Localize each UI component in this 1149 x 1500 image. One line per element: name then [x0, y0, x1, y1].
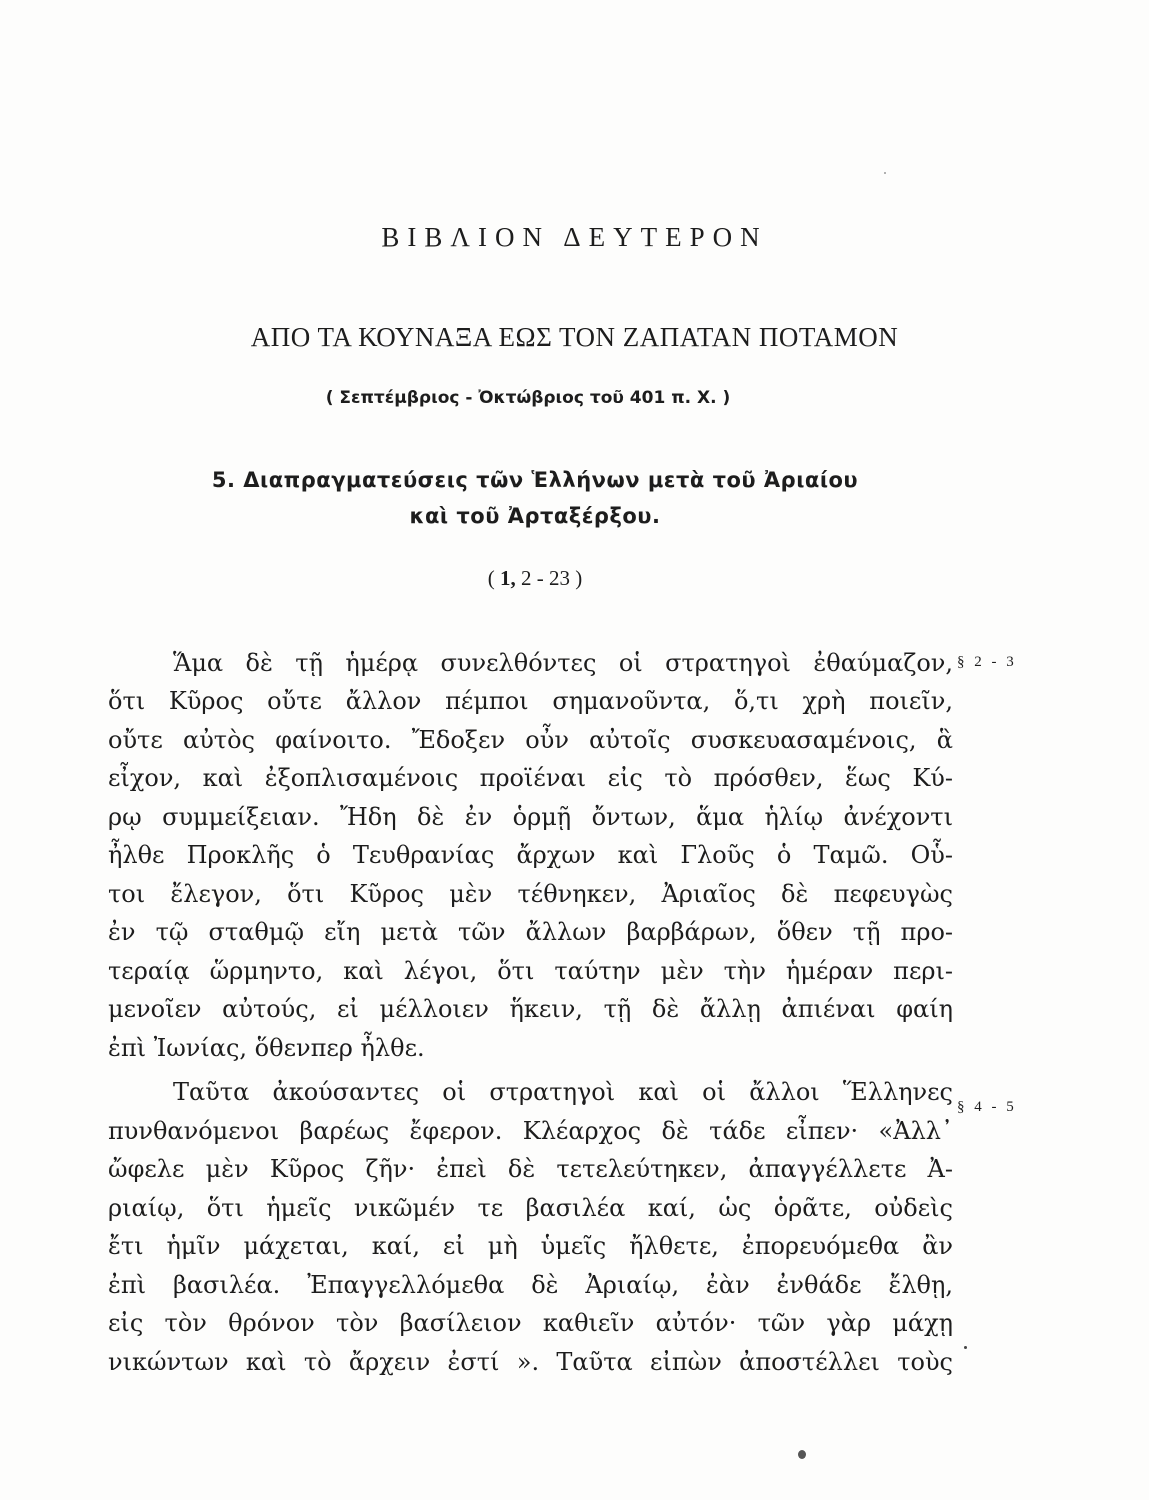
- text-line: Ταῦτα ἀκούσαντες οἱ στρατηγοὶ καὶ οἱ ἄλλοι Ἕλληνες: [173, 1078, 953, 1106]
- text-line: ριαίῳ, ὅτι ἡμεῖς νικῶμέν τε βασιλέα καί, ὡς ὁρᾶτε, οὐδεὶς: [108, 1194, 953, 1222]
- text-line: εἰς τὸν θρόνον τὸν βασίλειον καθιεῖν αὐτόν· τῶν γὰρ μάχῃ: [108, 1309, 953, 1337]
- chapter-ref-open: (: [487, 566, 500, 590]
- text-line: νικώντων καὶ τὸ ἄρχειν ἐστί ». Ταῦτα εἰπὼν ἀποστέλλει τοὺς: [108, 1348, 953, 1376]
- section-heading-line-2: καὶ τοῦ Ἀρταξέρξου.: [409, 504, 661, 528]
- text-line: ἐπὶ βασιλέα. Ἐπαγγελλόμεθα δὲ Ἀριαίῳ, ἐὰν ἐνθάδε ἔλθῃ,: [108, 1271, 953, 1299]
- scan-speck: [798, 1450, 806, 1459]
- text-line: τεραίᾳ ὥρμηντο, καὶ λέγοι, ὅτι ταύτην μὲν τὴν ἡμέραν περι-: [108, 957, 953, 985]
- text-line: ἐπὶ Ἰωνίας, ὅθενπερ ἦλθε.: [108, 1034, 425, 1062]
- text-line: εἶχον, καὶ ἐξοπλισαμένοις προϊέναι εἰς τὸ πρόσθεν, ἕως Κύ-: [108, 764, 953, 792]
- text-line: ἐν τῷ σταθμῷ εἴη μετὰ τῶν ἄλλων βαρβάρων, ὅθεν τῇ προ-: [108, 918, 953, 946]
- scan-speck: [884, 172, 886, 174]
- text-line: οὔτε αὐτὸς φαίνοιτο. Ἔδοξεν οὖν αὐτοῖς συσκευασαμένοις, ἃ: [108, 726, 953, 754]
- margin-reference: § 4 - 5: [957, 1099, 1017, 1115]
- section-heading-line-1: 5. Διαπραγματεύσεις τῶν Ἑλλήνων μετὰ τοῦ Ἀριαίου: [211, 468, 859, 492]
- date-range: ( Σεπτέμβριος - Ὀκτώβριος τοῦ 401 π. Χ. ): [325, 388, 731, 408]
- text-line: μενοῖεν αὐτούς, εἰ μέλλοιεν ἥκειν, τῇ δὲ ἄλλῃ ἀπιέναι φαίη: [108, 995, 953, 1023]
- scan-speck: [964, 1346, 967, 1349]
- chapter-ref-book: 1,: [500, 566, 516, 590]
- text-line: ὅτι Κῦρος οὔτε ἄλλον πέμποι σημανοῦντα, ὅ,τι χρὴ ποιεῖν,: [108, 687, 953, 715]
- chapter-ref-range: 2 - 23 ): [515, 566, 583, 590]
- text-line: Ἅμα δὲ τῇ ἡμέρᾳ συνελθόντες οἱ στρατηγοὶ ἐθαύμαζον,: [173, 649, 953, 677]
- section-heading: [140, 462, 930, 534]
- text-line: ἦλθε Προκλῆς ὁ Τευθρανίας ἄρχων καὶ Γλοῦς ὁ Ταμῶ. Οὗ-: [108, 841, 953, 869]
- part-title: ΑΠΟ ΤΑ ΚΟΥΝΑΞΑ ΕΩΣ ΤΟΝ ΖΑΠΑΤΑΝ ΠΟΤΑΜΟΝ: [250, 322, 899, 352]
- text-line: ὤφελε μὲν Κῦρος ζῆν· ἐπεὶ δὲ τετελεύτηκεν, ἀπαγγέλλετε Ἀ-: [108, 1155, 953, 1183]
- margin-reference: § 2 - 3: [957, 654, 1017, 670]
- chapter-reference: [0, 566, 1070, 591]
- text-line: ρῳ συμμείξειαν. Ἤδη δὲ ἐν ὁρμῇ ὄντων, ἅμα ἡλίῳ ἀνέχοντι: [108, 803, 953, 831]
- text-line: τοι ἔλεγον, ὅτι Κῦρος μὲν τέθνηκεν, Ἀριαῖος δὲ πεφευγὼς: [108, 880, 953, 908]
- text-line: πυνθανόμενοι βαρέως ἔφερον. Κλέαρχος δὲ τάδε εἶπεν· «Ἀλλ᾽: [108, 1117, 953, 1145]
- book-title: ΒΙΒΛΙΟΝ ΔΕΥΤΕΡΟΝ: [381, 222, 768, 252]
- text-line: ἔτι ἡμῖν μάχεται, καί, εἰ μὴ ὑμεῖς ἤλθετε, ἐπορευόμεθα ἂν: [108, 1232, 953, 1260]
